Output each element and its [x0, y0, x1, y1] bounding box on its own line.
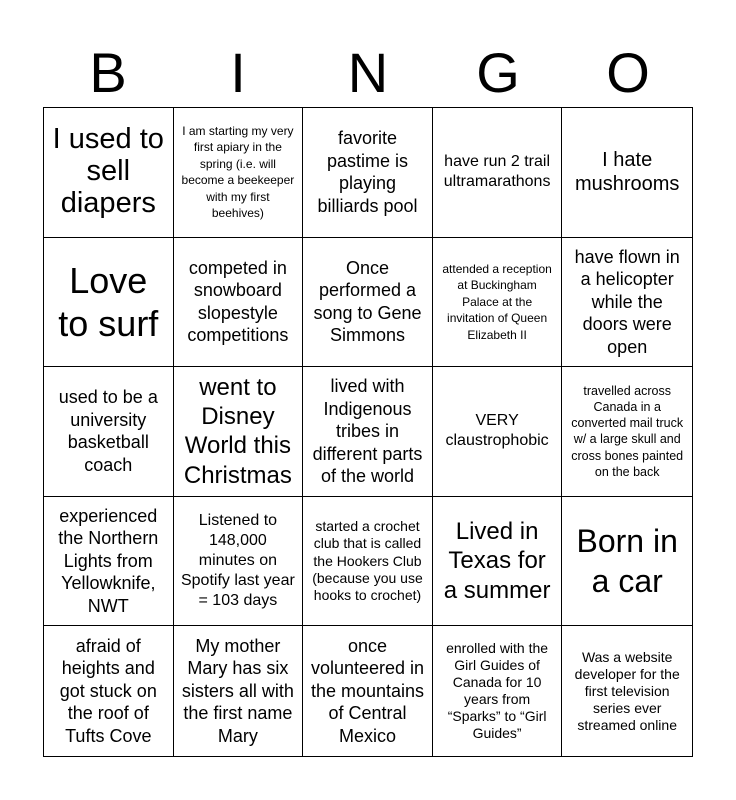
bingo-cell[interactable]	[303, 497, 433, 627]
bingo-cell[interactable]	[562, 108, 692, 238]
cell-text: afraid of heights and got stuck on the roof of Tufts Cove	[59, 635, 157, 746]
cell-text: Lived in Texas for a summer	[443, 518, 551, 604]
cell-text: enrolled with the Girl Guides of Canada for 10 years from “Sparks” to “Girl Guides”	[446, 639, 549, 742]
bingo-cell[interactable]	[174, 367, 304, 497]
bingo-cell[interactable]	[433, 367, 563, 497]
cell-text: favorite pastime is playing billiards pool	[317, 128, 418, 216]
cell-text: started a crochet club that is called the Hookers Club (because you use hooks to crochet)	[312, 518, 423, 603]
bingo-cell[interactable]	[433, 497, 563, 627]
cell-text: I am starting my very first apiary in the spring (i.e. will become a beekeeper with my first beehives)	[181, 123, 295, 221]
bingo-cell[interactable]	[174, 238, 304, 368]
bingo-header	[43, 40, 693, 106]
bingo-cell[interactable]	[433, 108, 563, 238]
bingo-cell[interactable]	[562, 367, 692, 497]
bingo-cell[interactable]	[433, 238, 563, 368]
cell-text: Was a website developer for the first television series ever streamed online	[574, 648, 680, 733]
cell-text: Listened to 148,000 minutes on Spotify last year = 103 days	[180, 512, 295, 610]
bingo-cell[interactable]	[562, 497, 692, 627]
cell-text: competed in snowboard slopestyle competitions	[187, 257, 289, 346]
bingo-cell[interactable]	[303, 108, 433, 238]
cell-text: Love to surf	[58, 259, 159, 344]
cell-text: have flown in a helicopter while the doors were open	[574, 246, 680, 357]
bingo-cell[interactable]	[44, 238, 174, 368]
header-letter-o: O	[606, 41, 650, 104]
header-letter-b: B	[89, 41, 127, 104]
cell-text: I used to sell diapers	[52, 123, 164, 220]
bingo-cell[interactable]	[174, 108, 304, 238]
bingo-cell[interactable]	[44, 367, 174, 497]
bingo-cell[interactable]	[562, 238, 692, 368]
bingo-cell[interactable]	[303, 367, 433, 497]
cell-text: once volunteered in the mountains of Central Mexico	[310, 635, 425, 746]
bingo-cell[interactable]	[303, 238, 433, 368]
cell-text: I hate mushrooms	[574, 148, 680, 196]
header-letter-i: I	[230, 41, 246, 104]
cell-text: lived with Indigenous tribes in different parts of the world	[312, 376, 423, 487]
header-letter-n: N	[347, 41, 389, 104]
bingo-cell[interactable]	[44, 108, 174, 238]
bingo-cell[interactable]	[174, 626, 304, 756]
cell-text: My mother Mary has six sisters all with the first name Mary	[181, 635, 294, 746]
cell-text: Born in a car	[576, 523, 678, 600]
bingo-cell[interactable]	[174, 497, 304, 627]
bingo-cell[interactable]	[44, 626, 174, 756]
cell-text: travelled across Canada in a converted mail truck w/ a large skull and cross bones painted on the back	[571, 383, 684, 479]
cell-text: experienced the Northern Lights from Yellowknife, NWT	[58, 505, 159, 616]
bingo-cell[interactable]	[303, 626, 433, 756]
cell-text: have run 2 trail ultramarathons	[443, 153, 551, 191]
cell-text: VERY claustrophobic	[445, 412, 549, 450]
cell-text: went to Disney World this Christmas	[183, 373, 292, 489]
header-letter-g: G	[476, 41, 520, 104]
bingo-cell[interactable]	[433, 626, 563, 756]
cell-text: used to be a university basketball coach	[58, 387, 158, 475]
bingo-board	[43, 107, 693, 757]
bingo-cell[interactable]	[562, 626, 692, 756]
bingo-cell[interactable]	[44, 497, 174, 627]
cell-text: Once performed a song to Gene Simmons	[313, 257, 422, 346]
cell-text: attended a reception at Buckingham Palace at the invitation of Queen Elizabeth II	[442, 261, 552, 342]
